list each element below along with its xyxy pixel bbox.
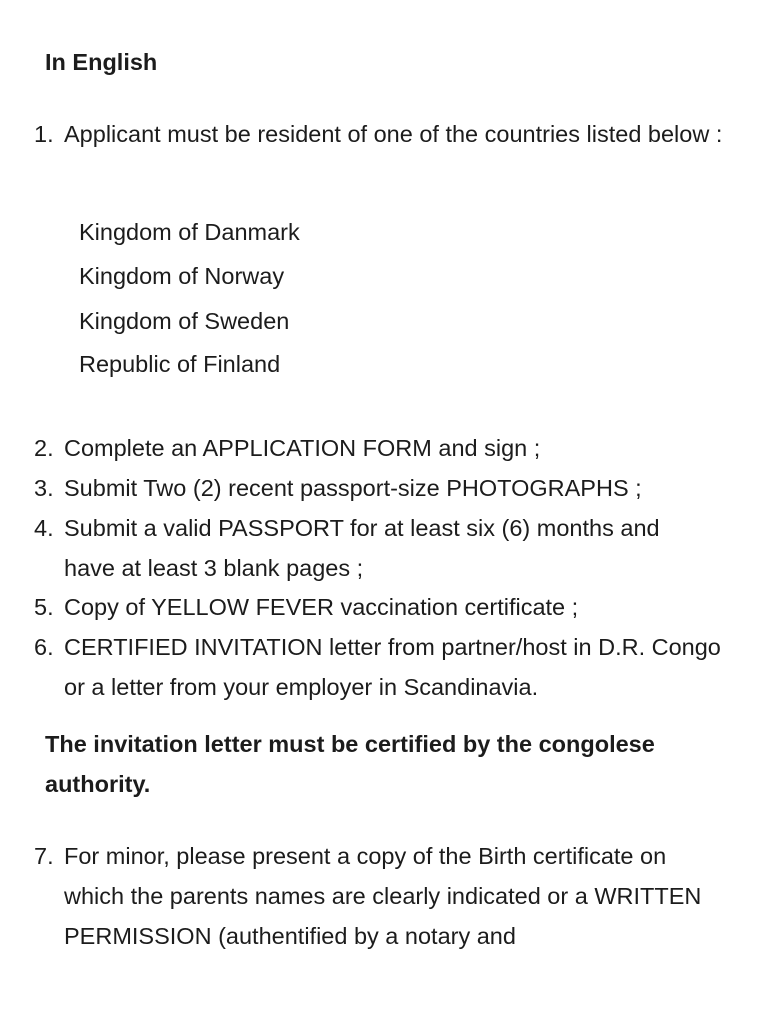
country-item: Kingdom of Norway: [79, 263, 285, 289]
country-item: Republic of Finland: [79, 351, 281, 377]
list-item-number: 1.: [34, 121, 54, 147]
list-item-number: 5.: [34, 594, 54, 620]
list-item-number: 4.: [34, 515, 54, 541]
list-item-text: Copy of YELLOW FEVER vaccination certificate ;: [64, 594, 579, 620]
list-item-5: [34, 587, 738, 627]
section-heading: In English: [45, 49, 158, 75]
list-item-3: [34, 468, 738, 508]
country-item: Kingdom of Danmark: [79, 219, 300, 245]
list-item-6: [34, 627, 728, 707]
list-item-text: Submit a valid PASSPORT for at least six (6) months and have at least 3 blank pages ;: [64, 515, 660, 581]
list-item-number: 3.: [34, 475, 54, 501]
list-item-2: [34, 428, 738, 468]
list-item-text: Applicant must be resident of one of the countries listed below :: [64, 121, 723, 147]
list-item-text: For minor, please present a copy of the Birth certificate on which the parents names are clearly indicated or a WRITTEN PERMISSION (authentified by a notary and: [64, 843, 702, 949]
list-item-text: Complete an APPLICATION FORM and sign ;: [64, 435, 541, 461]
list-item-text: Submit Two (2) recent passport-size PHOTOGRAPHS ;: [64, 475, 642, 501]
list-item-1: [34, 114, 738, 154]
certification-note: The invitation letter must be certified by the congolese authority.: [45, 731, 655, 797]
list-item-number: 2.: [34, 435, 54, 461]
list-item-7: [34, 836, 713, 956]
country-item: Kingdom of Sweden: [79, 308, 290, 334]
list-item-4: [34, 508, 698, 588]
list-item-number: 7.: [34, 843, 54, 869]
list-item-number: 6.: [34, 634, 54, 660]
list-item-text: CERTIFIED INVITATION letter from partner/host in D.R. Congo or a letter from your employer in Scandinavia.: [64, 634, 721, 700]
